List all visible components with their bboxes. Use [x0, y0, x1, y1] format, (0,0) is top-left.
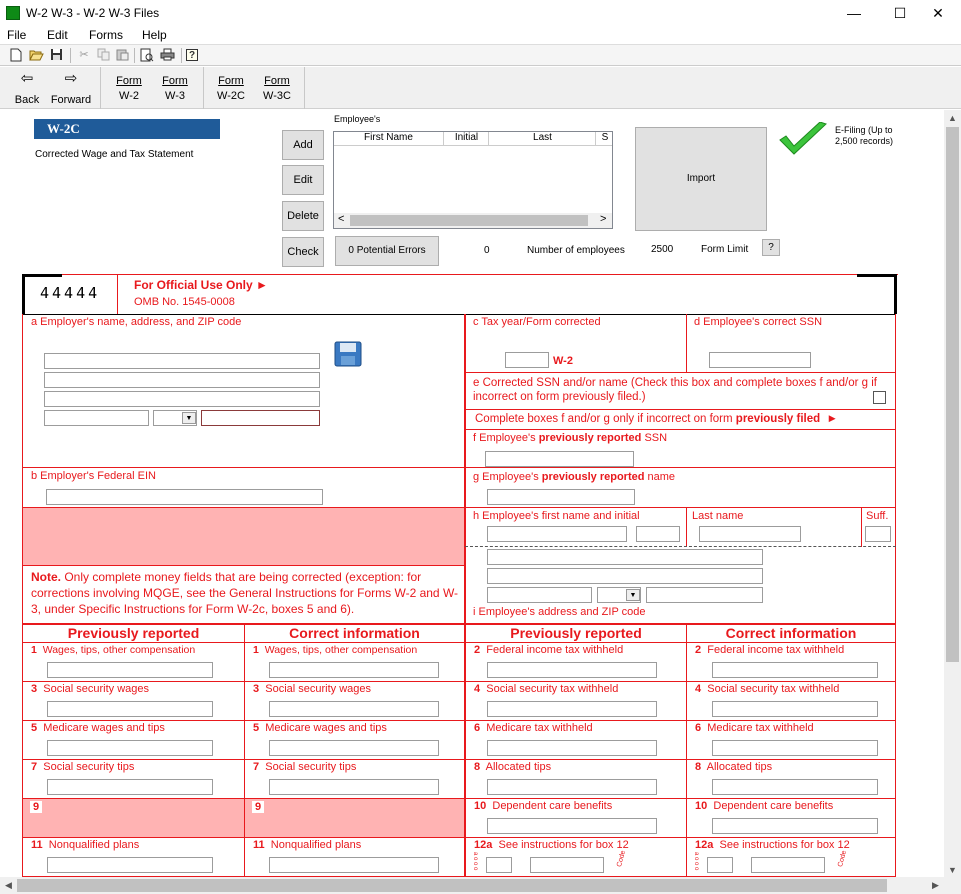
box-12a-label: 12a See instructions for box 12: [474, 839, 629, 851]
tax-year-input[interactable]: [505, 352, 549, 368]
previous-ssn-input[interactable]: [485, 451, 634, 467]
box-3-label: 3 Social security wages: [253, 683, 372, 695]
box-1-input[interactable]: [269, 662, 439, 678]
form-w2c-button[interactable]: Form W-2C: [217, 75, 245, 102]
box-6-label: 6 Medicare tax withheld: [695, 722, 814, 734]
col-last[interactable]: Last: [490, 132, 596, 146]
suffix-label: Suff.: [866, 510, 889, 522]
form-w3-button[interactable]: Form W-3: [162, 75, 188, 102]
horizontal-scroll-thumb[interactable]: [17, 879, 887, 892]
box-5-label: 5 Medicare wages and tips: [31, 722, 165, 734]
box-8-label: 8 Allocated tips: [474, 761, 552, 773]
box-7-label: 7 Social security tips: [253, 761, 357, 773]
cut-icon[interactable]: ✂: [79, 49, 89, 61]
box-11-label: 11 Nonqualified plans: [253, 839, 362, 851]
check-button[interactable]: Check: [282, 237, 324, 267]
box-11-input[interactable]: [269, 857, 439, 873]
initial-input[interactable]: [636, 526, 680, 542]
list-hscroll[interactable]: [334, 213, 612, 228]
scroll-right-icon[interactable]: >: [600, 213, 607, 225]
box-6-input[interactable]: [487, 740, 657, 756]
box-4-input[interactable]: [712, 701, 878, 717]
box-10-input[interactable]: [712, 818, 878, 834]
last-name-input[interactable]: [699, 526, 801, 542]
box-9-number: 9: [252, 801, 264, 813]
box-a-label: a Employer's name, address, and ZIP code: [31, 316, 242, 328]
correct-ssn-input[interactable]: [709, 352, 811, 368]
box-1-input[interactable]: [47, 662, 213, 678]
delete-button[interactable]: Delete: [282, 201, 324, 231]
box-8-input[interactable]: [487, 779, 657, 795]
form-limit-value: 2500: [651, 244, 674, 255]
box-i-label: i Employee's address and ZIP code: [473, 606, 646, 618]
list-header: [334, 132, 612, 146]
box-6-input[interactable]: [712, 740, 878, 756]
previous-name-input[interactable]: [487, 489, 635, 505]
close-button[interactable]: ✕: [932, 5, 944, 21]
efiling-label[interactable]: E-Filing (Up to 2,500 records): [835, 125, 894, 146]
scroll-down-icon[interactable]: ▼: [948, 865, 957, 875]
box-12a-label: 12a See instructions for box 12: [695, 839, 850, 851]
complete-fg-label: Complete boxes f and/or g only if incorrect on form previously filed ►: [475, 413, 838, 425]
box-12a-amount-input[interactable]: [530, 857, 604, 873]
box-12a-code-input[interactable]: [707, 857, 733, 873]
box-9-number: 9: [30, 801, 42, 813]
code-label: Code: [837, 849, 849, 868]
chevron-down-icon[interactable]: ▼: [626, 589, 640, 601]
horizontal-scrollbar[interactable]: [0, 877, 961, 894]
box-5-input[interactable]: [269, 740, 439, 756]
form-subtitle: Corrected Wage and Tax Statement: [35, 149, 194, 160]
hscroll-right-icon[interactable]: ▶: [932, 880, 939, 890]
box-7-input[interactable]: [47, 779, 213, 795]
copy-icon[interactable]: [95, 48, 111, 63]
employee-count-label: Number of employees: [527, 245, 625, 256]
box-7-input[interactable]: [269, 779, 439, 795]
menu-file[interactable]: File: [7, 28, 27, 42]
title-bar: [0, 0, 961, 26]
form-badge: W-2C: [34, 119, 220, 139]
code-label: Code: [616, 849, 628, 868]
last-name-label: Last name: [692, 510, 744, 522]
menu-edit[interactable]: Edit: [47, 28, 68, 42]
box-2-input[interactable]: [487, 662, 657, 678]
minimize-button[interactable]: —: [847, 5, 861, 21]
menu-help[interactable]: Help: [142, 28, 167, 42]
corrected-name-checkbox[interactable]: [873, 391, 886, 404]
box-2-label: 2 Federal income tax withheld: [695, 644, 845, 656]
box-c-label: c Tax year/Form corrected: [473, 316, 601, 328]
chevron-down-icon[interactable]: ▼: [182, 412, 196, 424]
shaded-box-9: [23, 799, 244, 837]
employee-list[interactable]: [333, 131, 613, 229]
paste-icon[interactable]: [114, 48, 130, 63]
form-limit-label: Form Limit: [701, 244, 749, 255]
col-corr-left: Correct information: [289, 625, 420, 641]
new-icon[interactable]: [8, 48, 24, 63]
box-1-label: 1 Wages, tips, other compensation: [253, 644, 418, 656]
edit-button[interactable]: Edit: [282, 165, 324, 195]
shaded-box-9: [245, 799, 464, 837]
vertical-scroll-thumb[interactable]: [946, 127, 959, 662]
box-f-label: f Employee's previously reported SSN: [473, 432, 668, 444]
employer-zip-input[interactable]: [201, 410, 320, 426]
suffix-input[interactable]: [865, 526, 891, 542]
form-area: [0, 110, 944, 877]
form-corrected-label: W-2: [553, 355, 573, 367]
menu-forms[interactable]: Forms: [89, 28, 123, 42]
box-4-label: 4 Social security tax withheld: [474, 683, 619, 695]
box-10-input[interactable]: [487, 818, 657, 834]
import-button[interactable]: Import: [635, 127, 767, 231]
menu-bar: [0, 28, 961, 44]
hscroll-left-icon[interactable]: ◀: [5, 880, 12, 890]
print-preview-icon[interactable]: [139, 48, 155, 63]
col-suffix[interactable]: S: [601, 132, 609, 143]
vertical-scrollbar[interactable]: [944, 110, 961, 877]
save-icon[interactable]: [48, 48, 64, 63]
employee-address-1-input[interactable]: [487, 549, 763, 565]
box-2-label: 2 Federal income tax withheld: [474, 644, 624, 656]
col-prev-right: Previously reported: [510, 625, 642, 641]
maximize-button[interactable]: ☐: [893, 5, 907, 21]
employer-address-2-input[interactable]: [44, 391, 320, 407]
save-employer-icon[interactable]: [334, 341, 362, 370]
box-3-label: 3 Social security wages: [31, 683, 150, 695]
first-name-input[interactable]: [487, 526, 627, 542]
employee-city-input[interactable]: [487, 587, 592, 603]
back-arrow-icon: ⇦: [20, 70, 34, 87]
scroll-left-icon[interactable]: <: [338, 213, 345, 225]
box-5-input[interactable]: [47, 740, 213, 756]
box-5-label: 5 Medicare wages and tips: [253, 722, 387, 734]
col-initial[interactable]: Initial: [445, 132, 489, 146]
box-4-input[interactable]: [487, 701, 657, 717]
app-icon: [6, 6, 20, 20]
box-g-label: g Employee's previously reported name: [473, 471, 676, 483]
box-8-label: 8 Allocated tips: [695, 761, 773, 773]
omb-label: OMB No. 1545-0008: [134, 296, 235, 308]
employee-label: Employee's: [334, 114, 381, 124]
box-4-label: 4 Social security tax withheld: [695, 683, 840, 695]
box-8-input[interactable]: [712, 779, 878, 795]
box-3-input[interactable]: [47, 701, 213, 717]
col-corr-right: Correct information: [725, 625, 857, 641]
box-10-label: 10 Dependent care benefits: [695, 800, 834, 812]
nav-bar: [0, 67, 961, 109]
shaded-area: [23, 508, 464, 565]
box-11-label: 11 Nonqualified plans: [31, 839, 140, 851]
help-icon[interactable]: ?: [186, 49, 198, 61]
box-h-label: h Employee's first name and initial: [473, 510, 640, 522]
open-icon[interactable]: [28, 48, 44, 63]
employer-name-input[interactable]: [44, 353, 320, 369]
col-first-name[interactable]: First Name: [334, 132, 444, 146]
form-w2-button[interactable]: Form W-2: [116, 75, 142, 102]
window-title: W-2 W-3 - W-2 W-3 Files: [26, 6, 160, 20]
box-2-input[interactable]: [712, 662, 878, 678]
scroll-up-icon[interactable]: ▲: [948, 113, 957, 123]
back-button[interactable]: ⇦ Back: [10, 71, 44, 108]
box-3-input[interactable]: [269, 701, 439, 717]
note-text: Note. Only complete money fields that are being corrected (exception: for corrections involving MQGE, see the General Instructions for Forms W-2 and W-3, under Specific Instructions for Form W-2c, boxes 5 and 6).: [31, 570, 459, 616]
employee-address-2-input[interactable]: [487, 568, 763, 584]
add-button[interactable]: Add: [282, 130, 324, 160]
employee-count: 0: [484, 245, 490, 256]
official-use-label: For Official Use Only ►: [134, 278, 268, 292]
box-e-label: e Corrected SSN and/or name (Check this box and complete boxes f and/or g if incorrect on form previously filed.): [473, 377, 877, 403]
box-6-label: 6 Medicare tax withheld: [474, 722, 593, 734]
print-icon[interactable]: [159, 48, 175, 63]
checkmark-icon: [778, 122, 828, 161]
box-11-input[interactable]: [47, 857, 213, 873]
form-limit-help-button[interactable]: ?: [762, 239, 780, 256]
potential-errors-button[interactable]: 0 Potential Errors: [335, 236, 439, 266]
code-side-label: a o o o: [472, 852, 478, 871]
employer-city-input[interactable]: [44, 410, 149, 426]
toolbar: [0, 44, 961, 66]
box-1-label: 1 Wages, tips, other compensation: [31, 644, 196, 656]
box-b-label: b Employer's Federal EIN: [31, 470, 156, 482]
col-prev-left: Previously reported: [67, 625, 200, 641]
box-10-label: 10 Dependent care benefits: [474, 800, 613, 812]
box-7-label: 7 Social security tips: [31, 761, 135, 773]
forward-arrow-icon: ⇨: [64, 70, 78, 87]
employee-zip-input[interactable]: [646, 587, 763, 603]
form-w3c-button[interactable]: Form W-3C: [263, 75, 291, 102]
employer-address-1-input[interactable]: [44, 372, 320, 388]
box-12a-code-input[interactable]: [486, 857, 512, 873]
box-d-label: d Employee's correct SSN: [694, 316, 823, 328]
employer-ein-input[interactable]: [46, 489, 323, 505]
forward-button[interactable]: ⇨ Forward: [50, 70, 92, 106]
code-side-label: a o o o: [693, 852, 699, 871]
control-number: 44444: [40, 284, 101, 302]
box-12a-amount-input[interactable]: [751, 857, 825, 873]
